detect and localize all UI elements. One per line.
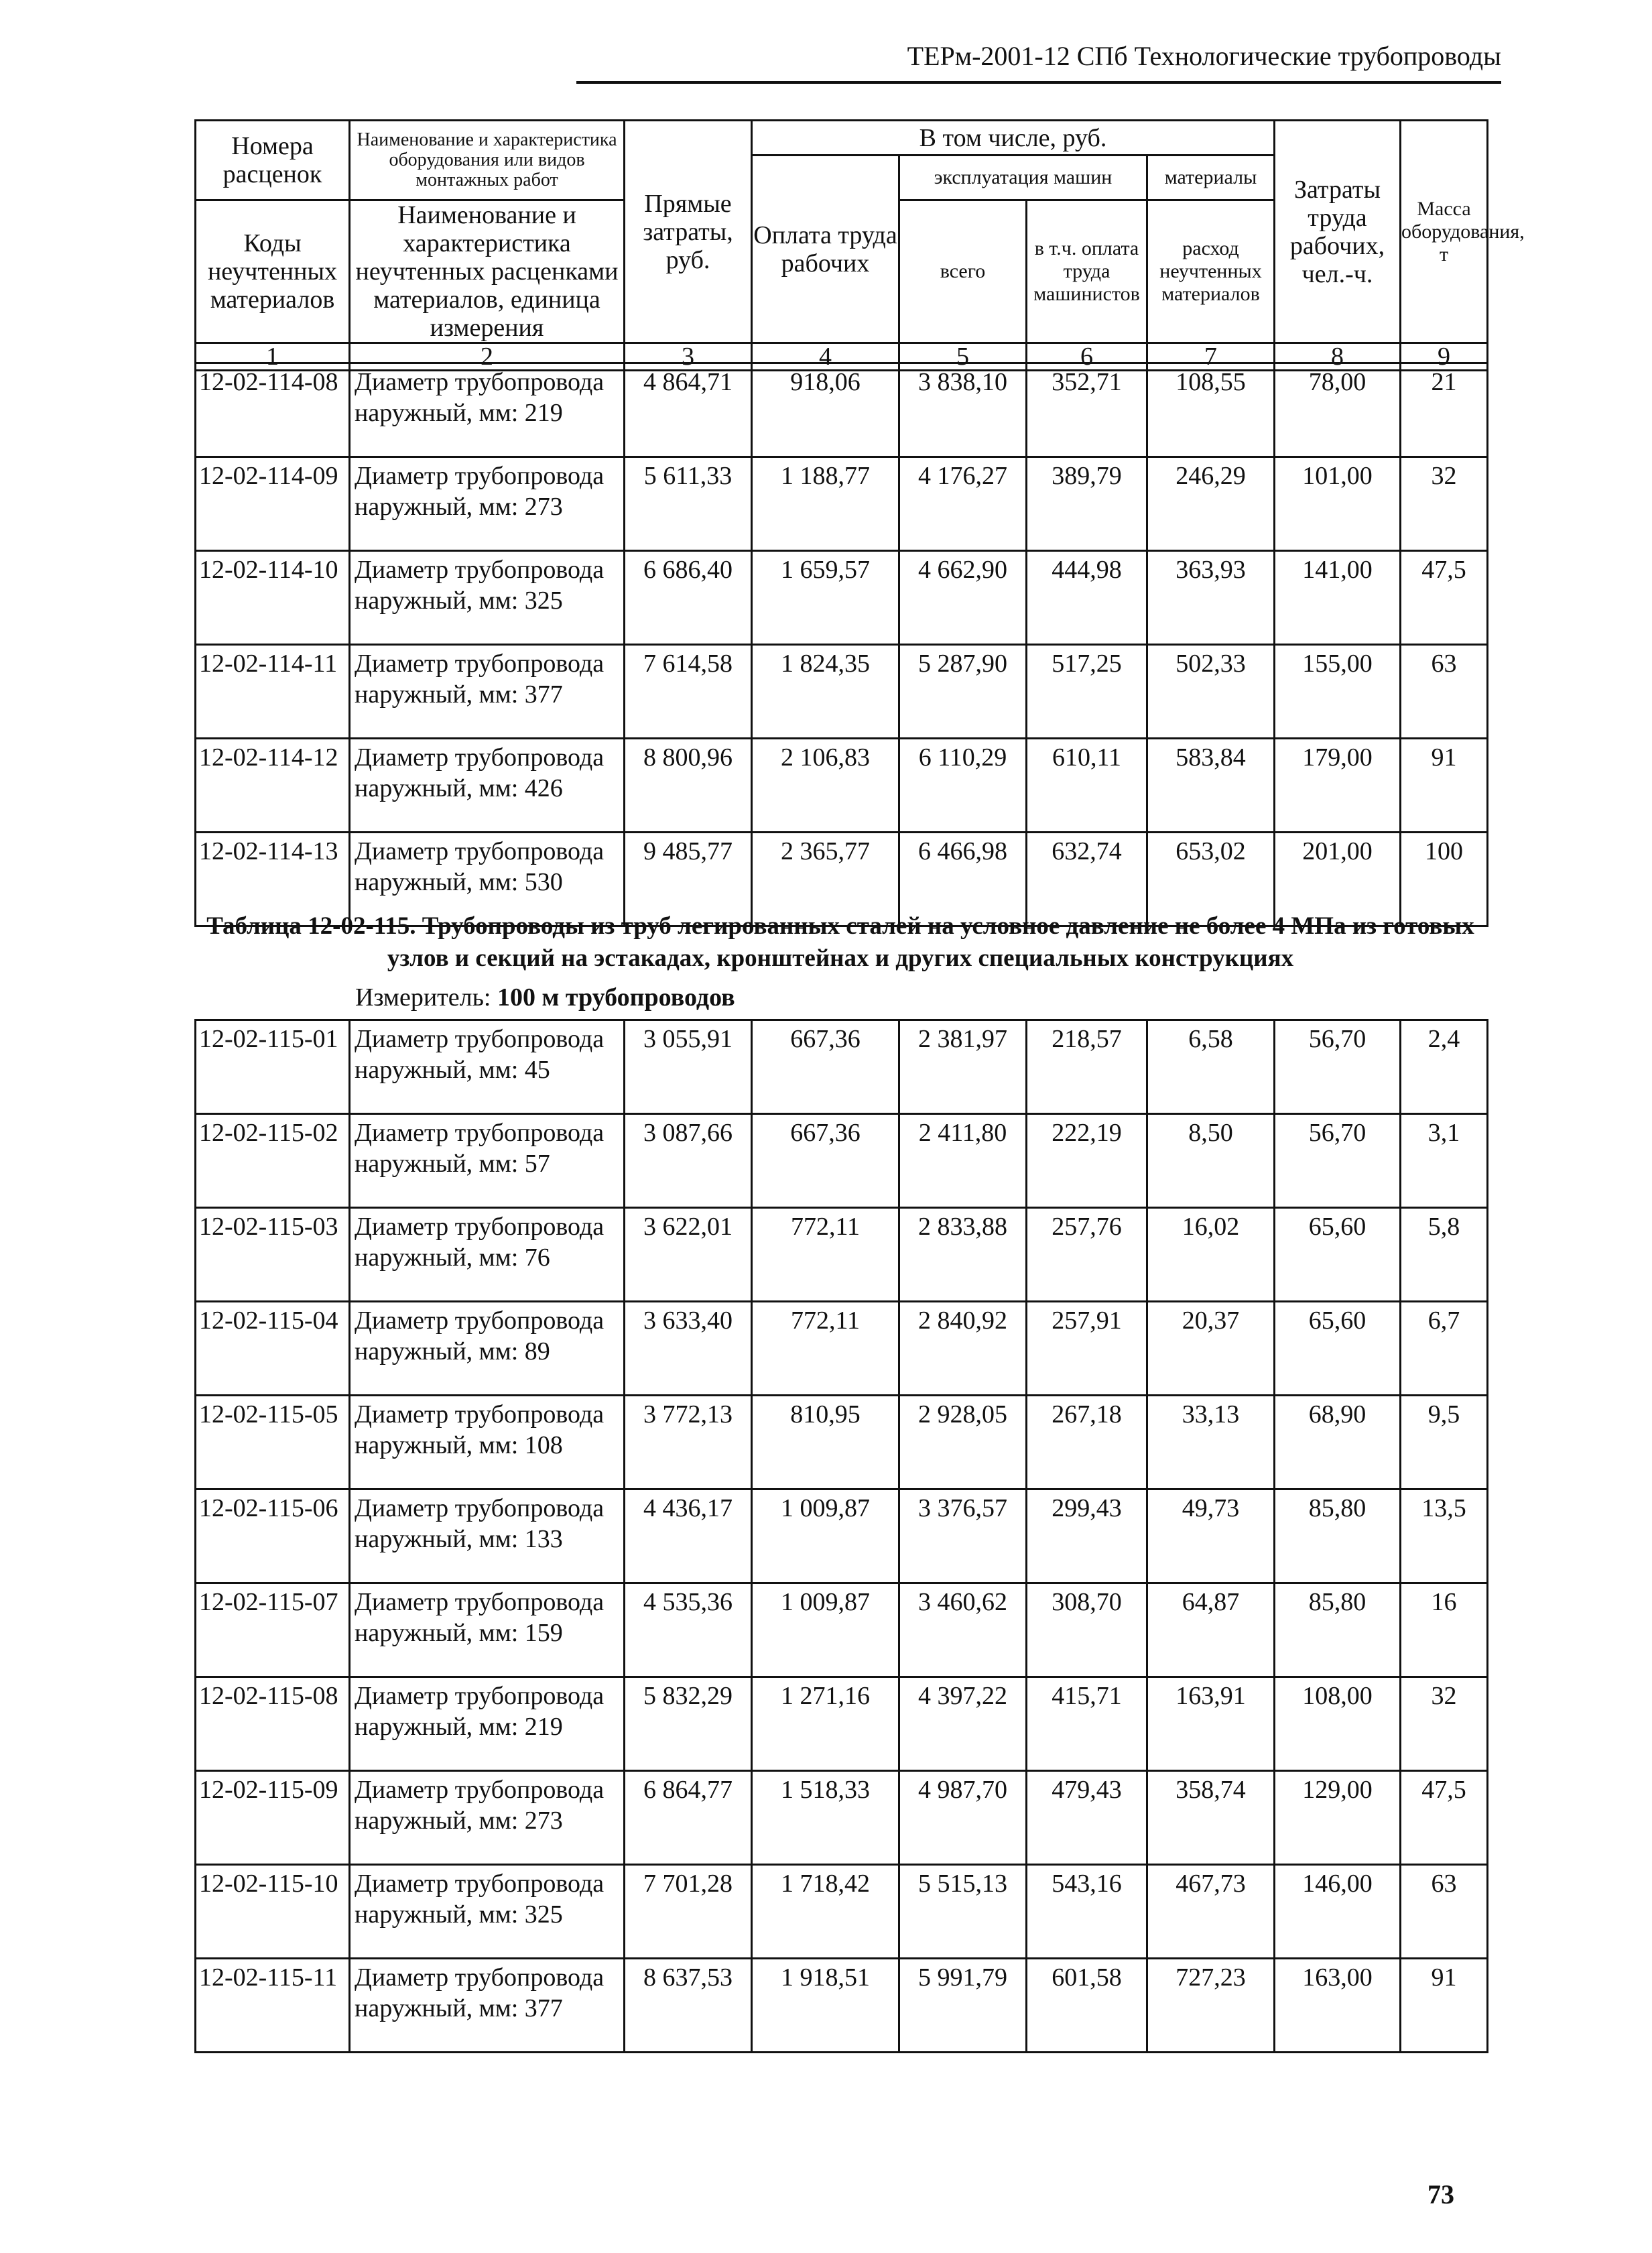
machine-labor-cost: 610,11	[1027, 739, 1147, 833]
table-row	[196, 1959, 1488, 2053]
machine-cost: 4 397,22	[899, 1677, 1027, 1771]
rate-code: 12-02-115-11	[196, 1959, 350, 2053]
page-number: 73	[1427, 2179, 1454, 2209]
rate-name-line: Диаметр трубопровода	[355, 1776, 605, 1804]
labor-hours: 85,80	[1275, 1489, 1401, 1583]
material-cost: 6,58	[1147, 1020, 1275, 1114]
direct-cost: 8 800,96	[625, 739, 752, 833]
rates-table-115	[194, 1019, 1488, 2053]
col-number: 1	[196, 343, 350, 371]
labor-cost: 918,06	[752, 363, 899, 457]
labor-cost: 772,11	[752, 1302, 899, 1396]
machine-labor-cost: 222,19	[1027, 1114, 1147, 1208]
rate-name-line: наружный, мм: 159	[355, 1619, 563, 1647]
table-row	[196, 1208, 1488, 1302]
rate-name	[350, 457, 625, 551]
rate-name-line: Диаметр трубопровода	[355, 1963, 605, 1992]
machine-cost: 4 987,70	[899, 1771, 1027, 1865]
rate-name	[350, 645, 625, 739]
col-number: 2	[350, 343, 625, 371]
direct-cost: 8 637,53	[625, 1959, 752, 2053]
equipment-mass: 63	[1401, 645, 1488, 739]
rate-name-line: Диаметр трубопровода	[355, 1870, 605, 1898]
col-labor-header: Оплата труда рабочих	[752, 156, 899, 343]
material-cost: 246,29	[1147, 457, 1275, 551]
col-material-codes-header: Коды неучтенных материалов	[196, 200, 350, 343]
table-row	[196, 645, 1488, 739]
rate-name-line: Диаметр трубопровода	[355, 1025, 605, 1053]
rate-name-line: Диаметр трубопровода	[355, 556, 605, 584]
machine-cost: 2 833,88	[899, 1208, 1027, 1302]
table-row	[196, 457, 1488, 551]
rate-code: 12-02-115-06	[196, 1489, 350, 1583]
equipment-mass: 100	[1401, 833, 1488, 926]
rate-name-line: Диаметр трубопровода	[355, 462, 605, 490]
material-cost: 33,13	[1147, 1396, 1275, 1489]
col-mass-header: Масса оборудования, т	[1401, 121, 1488, 343]
material-cost: 163,91	[1147, 1677, 1275, 1771]
rate-code: 12-02-115-01	[196, 1020, 350, 1114]
rate-name-line: наружный, мм: 530	[355, 868, 563, 896]
table-row	[196, 363, 1488, 457]
labor-cost: 667,36	[752, 1020, 899, 1114]
equipment-mass: 2,4	[1401, 1020, 1488, 1114]
labor-hours: 78,00	[1275, 363, 1401, 457]
rate-name-line: наружный, мм: 45	[355, 1056, 550, 1084]
col-materials-header: материалы	[1147, 156, 1275, 200]
rate-code: 12-02-115-07	[196, 1583, 350, 1677]
machine-cost: 2 411,80	[899, 1114, 1027, 1208]
equipment-mass: 91	[1401, 1959, 1488, 2053]
labor-hours: 56,70	[1275, 1020, 1401, 1114]
labor-hours: 163,00	[1275, 1959, 1401, 2053]
rate-code: 12-02-115-08	[196, 1677, 350, 1771]
equipment-mass: 13,5	[1401, 1489, 1488, 1583]
rate-code: 12-02-114-12	[196, 739, 350, 833]
rate-name-line: наружный, мм: 76	[355, 1243, 550, 1272]
material-cost: 502,33	[1147, 645, 1275, 739]
material-cost: 8,50	[1147, 1114, 1275, 1208]
col-hours-header: Затраты труда рабочих, чел.-ч.	[1275, 121, 1401, 343]
col-material-name-header: Наименование и характеристика неучтенных расценками материалов, единица измерения	[350, 200, 625, 343]
rate-code: 12-02-115-02	[196, 1114, 350, 1208]
col-mat-usage-header: расход неучтенных материалов	[1147, 200, 1275, 343]
rate-name	[350, 1865, 625, 1959]
rate-name-line: Диаметр трубопровода	[355, 837, 605, 865]
col-number: 5	[899, 343, 1027, 371]
rate-name-line: наружный, мм: 89	[355, 1337, 550, 1365]
machine-cost: 5 515,13	[899, 1865, 1027, 1959]
rate-name-line: Диаметр трубопровода	[355, 1306, 605, 1335]
direct-cost: 6 686,40	[625, 551, 752, 645]
table-row	[196, 1489, 1488, 1583]
labor-hours: 146,00	[1275, 1865, 1401, 1959]
machine-cost: 3 838,10	[899, 363, 1027, 457]
table-row	[196, 1771, 1488, 1865]
col-codes-header: Номера расценок	[196, 121, 350, 200]
rate-code: 12-02-115-05	[196, 1396, 350, 1489]
direct-cost: 4 535,36	[625, 1583, 752, 1677]
machine-labor-cost: 543,16	[1027, 1865, 1147, 1959]
rate-name	[350, 1302, 625, 1396]
table-row	[196, 1020, 1488, 1114]
material-cost: 653,02	[1147, 833, 1275, 926]
rates-table-114	[194, 362, 1488, 927]
column-header-table	[194, 119, 1525, 371]
rate-code: 12-02-115-09	[196, 1771, 350, 1865]
machine-cost: 5 287,90	[899, 645, 1027, 739]
direct-cost: 7 614,58	[625, 645, 752, 739]
rate-code: 12-02-114-09	[196, 457, 350, 551]
table-row	[196, 1302, 1488, 1396]
material-cost: 49,73	[1147, 1489, 1275, 1583]
rate-name-line: Диаметр трубопровода	[355, 1400, 605, 1428]
labor-hours: 65,60	[1275, 1208, 1401, 1302]
labor-hours: 179,00	[1275, 739, 1401, 833]
col-number: 7	[1147, 343, 1275, 371]
direct-cost: 5 832,29	[625, 1677, 752, 1771]
rate-name	[350, 739, 625, 833]
labor-cost: 2 365,77	[752, 833, 899, 926]
rate-code: 12-02-115-03	[196, 1208, 350, 1302]
equipment-mass: 5,8	[1401, 1208, 1488, 1302]
rate-name	[350, 363, 625, 457]
material-cost: 108,55	[1147, 363, 1275, 457]
rate-name-line: Диаметр трубопровода	[355, 1213, 605, 1241]
rate-name-line: наружный, мм: 426	[355, 774, 563, 802]
labor-cost: 1 188,77	[752, 457, 899, 551]
material-cost: 583,84	[1147, 739, 1275, 833]
material-cost: 20,37	[1147, 1302, 1275, 1396]
labor-hours: 65,60	[1275, 1302, 1401, 1396]
equipment-mass: 91	[1401, 739, 1488, 833]
machine-cost: 6 466,98	[899, 833, 1027, 926]
col-machines-header: эксплуатация машин	[899, 156, 1147, 200]
direct-cost: 3 087,66	[625, 1114, 752, 1208]
rate-name-line: наружный, мм: 219	[355, 399, 563, 427]
direct-cost: 3 622,01	[625, 1208, 752, 1302]
machine-cost: 2 840,92	[899, 1302, 1027, 1396]
equipment-mass: 6,7	[1401, 1302, 1488, 1396]
machine-labor-cost: 415,71	[1027, 1677, 1147, 1771]
machine-labor-cost: 479,43	[1027, 1771, 1147, 1865]
material-cost: 64,87	[1147, 1583, 1275, 1677]
machine-cost: 4 662,90	[899, 551, 1027, 645]
labor-cost: 1 824,35	[752, 645, 899, 739]
equipment-mass: 32	[1401, 1677, 1488, 1771]
rate-name	[350, 1677, 625, 1771]
equipment-mass: 47,5	[1401, 551, 1488, 645]
machine-labor-cost: 632,74	[1027, 833, 1147, 926]
table-row	[196, 1583, 1488, 1677]
rate-name-line: наружный, мм: 57	[355, 1150, 550, 1178]
material-cost: 467,73	[1147, 1865, 1275, 1959]
col-group-header: В том числе, руб.	[752, 121, 1275, 156]
material-cost: 727,23	[1147, 1959, 1275, 2053]
rate-name-line: наружный, мм: 377	[355, 680, 563, 709]
machine-labor-cost: 389,79	[1027, 457, 1147, 551]
rate-name-line: Диаметр трубопровода	[355, 1494, 605, 1522]
rate-name	[350, 1020, 625, 1114]
table-row	[196, 1114, 1488, 1208]
machine-cost: 6 110,29	[899, 739, 1027, 833]
rate-name-line: наружный, мм: 108	[355, 1431, 563, 1459]
rate-name	[350, 1114, 625, 1208]
material-cost: 363,93	[1147, 551, 1275, 645]
table-row	[196, 1865, 1488, 1959]
col-number: 3	[625, 343, 752, 371]
direct-cost: 4 436,17	[625, 1489, 752, 1583]
rate-name-line: Диаметр трубопровода	[355, 368, 605, 396]
direct-cost: 3 055,91	[625, 1020, 752, 1114]
labor-cost: 772,11	[752, 1208, 899, 1302]
table-row	[196, 739, 1488, 833]
page-header: ТЕРм-2001-12 СПб Технологические трубопроводы	[576, 40, 1501, 84]
rate-code: 12-02-114-10	[196, 551, 350, 645]
material-cost: 358,74	[1147, 1771, 1275, 1865]
direct-cost: 3 772,13	[625, 1396, 752, 1489]
rate-name	[350, 1396, 625, 1489]
equipment-mass: 63	[1401, 1865, 1488, 1959]
machine-cost: 4 176,27	[899, 457, 1027, 551]
rate-name	[350, 1489, 625, 1583]
labor-hours: 101,00	[1275, 457, 1401, 551]
measure-unit	[355, 982, 735, 1013]
rate-name-line: наружный, мм: 325	[355, 1900, 563, 1929]
rate-code: 12-02-114-08	[196, 363, 350, 457]
labor-hours: 141,00	[1275, 551, 1401, 645]
labor-hours: 56,70	[1275, 1114, 1401, 1208]
rate-name	[350, 551, 625, 645]
machine-cost: 3 376,57	[899, 1489, 1027, 1583]
equipment-mass: 3,1	[1401, 1114, 1488, 1208]
equipment-mass: 32	[1401, 457, 1488, 551]
labor-cost: 1 718,42	[752, 1865, 899, 1959]
rate-code: 12-02-115-04	[196, 1302, 350, 1396]
rate-code: 12-02-115-10	[196, 1865, 350, 1959]
machine-labor-cost: 218,57	[1027, 1020, 1147, 1114]
direct-cost: 4 864,71	[625, 363, 752, 457]
labor-hours: 108,00	[1275, 1677, 1401, 1771]
rate-code: 12-02-114-11	[196, 645, 350, 739]
labor-cost: 1 659,57	[752, 551, 899, 645]
labor-cost: 1 518,33	[752, 1771, 899, 1865]
machine-labor-cost: 299,43	[1027, 1489, 1147, 1583]
measure-value: 100 м трубопроводов	[497, 983, 735, 1012]
direct-cost: 9 485,77	[625, 833, 752, 926]
rate-name-line: наружный, мм: 273	[355, 493, 563, 521]
rate-name-line: Диаметр трубопровода	[355, 1119, 605, 1147]
rate-name	[350, 1208, 625, 1302]
rate-name-line: Диаметр трубопровода	[355, 743, 605, 772]
col-name-header: Наименование и характеристика оборудования или видов монтажных работ	[350, 121, 625, 200]
machine-cost: 2 928,05	[899, 1396, 1027, 1489]
machine-cost: 3 460,62	[899, 1583, 1027, 1677]
direct-cost: 6 864,77	[625, 1771, 752, 1865]
machine-labor-cost: 517,25	[1027, 645, 1147, 739]
machine-labor-cost: 267,18	[1027, 1396, 1147, 1489]
equipment-mass: 16	[1401, 1583, 1488, 1677]
rate-name-line: наружный, мм: 133	[355, 1525, 563, 1553]
labor-hours: 155,00	[1275, 645, 1401, 739]
col-mach-total-header: всего	[899, 200, 1027, 343]
direct-cost: 3 633,40	[625, 1302, 752, 1396]
machine-labor-cost: 257,91	[1027, 1302, 1147, 1396]
rate-code: 12-02-114-13	[196, 833, 350, 926]
rate-name-line: Диаметр трубопровода	[355, 1588, 605, 1616]
labor-cost: 667,36	[752, 1114, 899, 1208]
rate-name-line: наружный, мм: 325	[355, 587, 563, 615]
labor-cost: 1 009,87	[752, 1489, 899, 1583]
rate-name-line: наружный, мм: 219	[355, 1713, 563, 1741]
machine-labor-cost: 352,71	[1027, 363, 1147, 457]
col-number: 8	[1275, 343, 1401, 371]
col-number: 4	[752, 343, 899, 371]
measure-label: Измеритель:	[355, 983, 491, 1012]
labor-cost: 1 271,16	[752, 1677, 899, 1771]
rate-name	[350, 1583, 625, 1677]
rate-name-line: Диаметр трубопровода	[355, 1682, 605, 1710]
rate-name-line: наружный, мм: 273	[355, 1807, 563, 1835]
machine-labor-cost: 257,76	[1027, 1208, 1147, 1302]
table-caption: Таблица 12-02-115. Трубопроводы из труб легированных сталей на условное давление не более 4 МПа из готовых узлов и секций на эстакадах, кронштейнах и других специальных конструкциях	[206, 912, 1474, 972]
machine-labor-cost: 444,98	[1027, 551, 1147, 645]
labor-hours: 85,80	[1275, 1583, 1401, 1677]
material-cost: 16,02	[1147, 1208, 1275, 1302]
machine-labor-cost: 601,58	[1027, 1959, 1147, 2053]
labor-hours: 129,00	[1275, 1771, 1401, 1865]
equipment-mass: 47,5	[1401, 1771, 1488, 1865]
machine-labor-cost: 308,70	[1027, 1583, 1147, 1677]
machine-cost: 5 991,79	[899, 1959, 1027, 2053]
labor-cost: 2 106,83	[752, 739, 899, 833]
labor-cost: 810,95	[752, 1396, 899, 1489]
labor-hours: 68,90	[1275, 1396, 1401, 1489]
rate-name-line: Диаметр трубопровода	[355, 650, 605, 678]
rate-name	[350, 1959, 625, 2053]
col-number: 6	[1027, 343, 1147, 371]
equipment-mass: 9,5	[1401, 1396, 1488, 1489]
col-number: 9	[1401, 343, 1488, 371]
labor-hours: 201,00	[1275, 833, 1401, 926]
rate-name-line: наружный, мм: 377	[355, 1994, 563, 2022]
machine-cost: 2 381,97	[899, 1020, 1027, 1114]
equipment-mass: 21	[1401, 363, 1488, 457]
table-row	[196, 1677, 1488, 1771]
table-row	[196, 1396, 1488, 1489]
col-mach-labor-header: в т.ч. оплата труда машинистов	[1027, 200, 1147, 343]
col-direct-header: Прямые затраты, руб.	[625, 121, 752, 343]
table-row	[196, 551, 1488, 645]
labor-cost: 1 918,51	[752, 1959, 899, 2053]
labor-cost: 1 009,87	[752, 1583, 899, 1677]
direct-cost: 7 701,28	[625, 1865, 752, 1959]
rate-name	[350, 1771, 625, 1865]
direct-cost: 5 611,33	[625, 457, 752, 551]
